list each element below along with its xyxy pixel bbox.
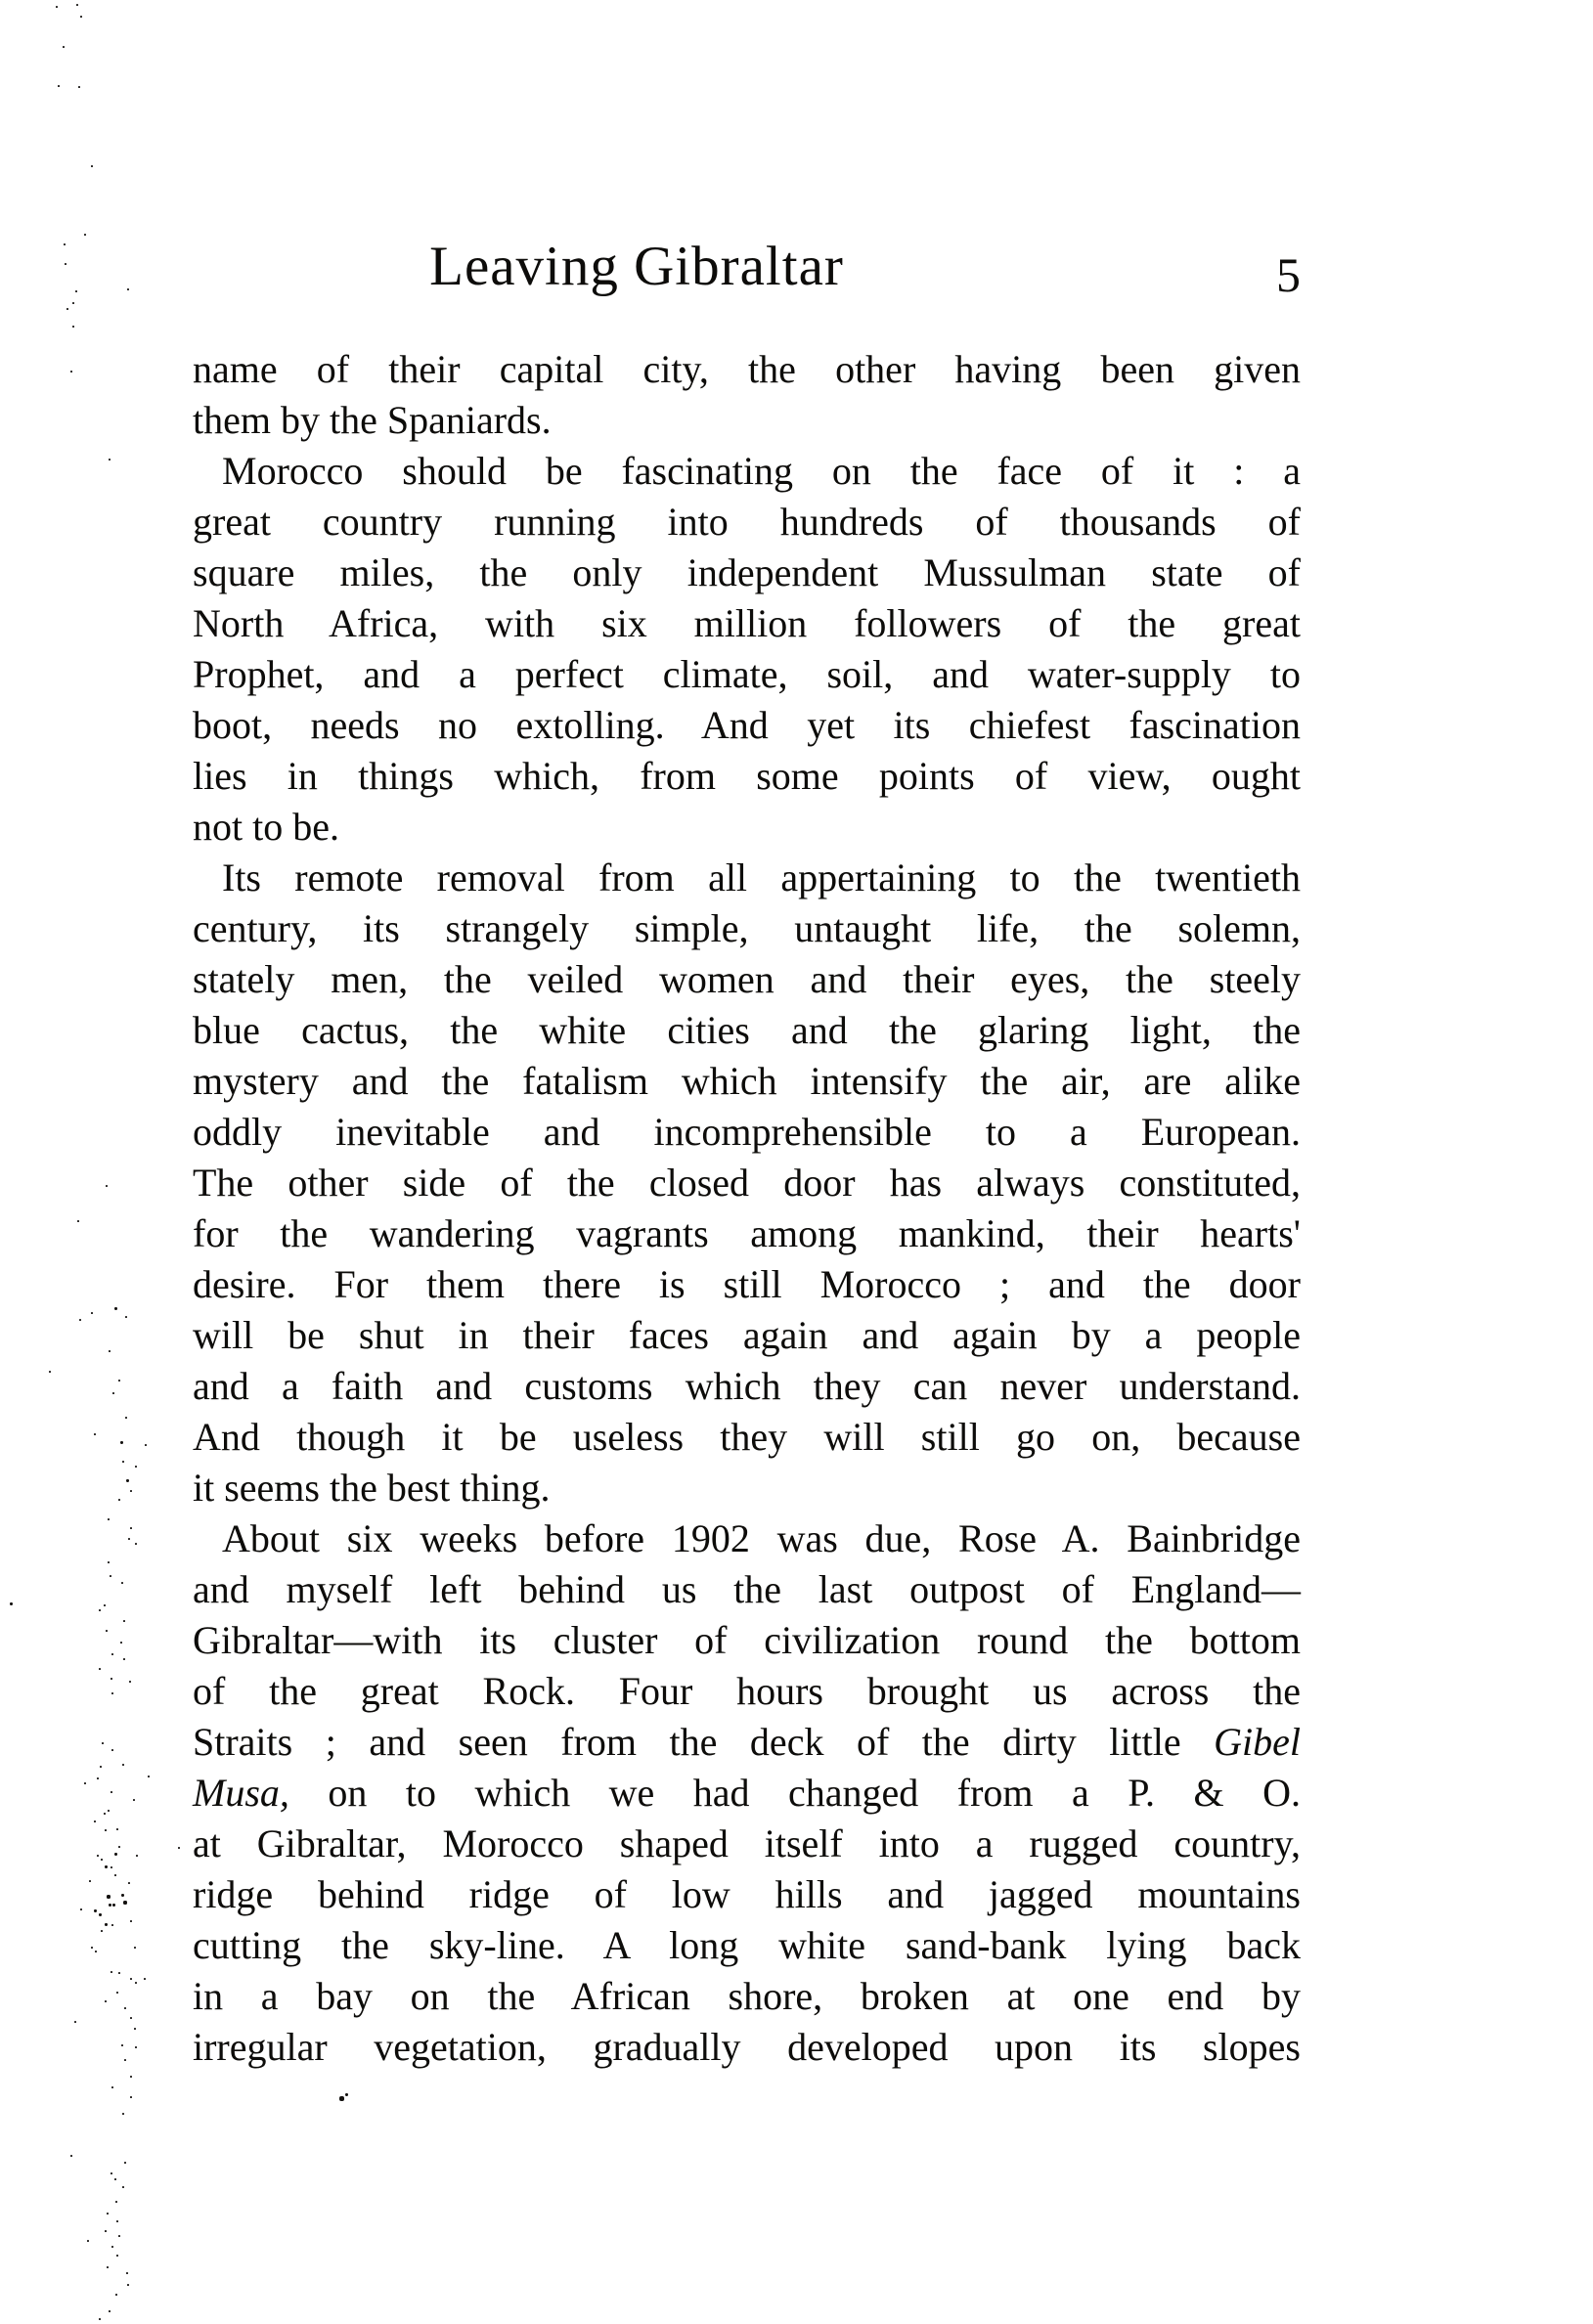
noise-speck — [123, 1620, 125, 1622]
noise-speck — [108, 1561, 110, 1563]
noise-speck — [99, 2318, 101, 2320]
text-line: oddly inevitable and incomprehensible to a European. — [193, 1110, 1301, 1154]
noise-speck — [116, 2255, 118, 2257]
page-title: Leaving Gibraltar — [429, 236, 844, 297]
noise-speck — [116, 2220, 118, 2222]
noise-speck — [120, 1441, 123, 1444]
noise-speck — [108, 1810, 110, 1812]
noise-speck — [125, 1417, 127, 1419]
page-number: 5 — [1276, 247, 1301, 302]
text-line: mystery and the fatalism which intensify the air, are alike — [193, 1059, 1301, 1103]
noise-speck — [345, 2093, 348, 2096]
noise-speck — [106, 1630, 108, 1632]
noise-speck — [135, 1982, 137, 1984]
text-line: and myself left behind us the last outpost of England— — [193, 1567, 1301, 1611]
noise-speck — [118, 1846, 120, 1848]
noise-speck — [72, 326, 74, 328]
noise-speck — [78, 86, 80, 88]
noise-speck — [130, 1527, 132, 1529]
noise-speck — [94, 1909, 97, 1912]
noise-speck — [111, 1924, 113, 1926]
noise-speck — [148, 1776, 150, 1777]
noise-speck — [112, 1392, 114, 1394]
noise-speck — [106, 1185, 108, 1187]
noise-speck — [80, 1908, 82, 1910]
text-line: Its remote removal from all appertaining to the twentieth — [222, 855, 1301, 899]
noise-speck — [111, 2246, 113, 2248]
noise-speck — [127, 288, 129, 290]
text-line: blue cactus, the white cities and the glaring light, the — [193, 1008, 1301, 1052]
text-line: Morocco should be fascinating on the face of it : a — [222, 449, 1301, 493]
text-line: them by the Spaniards. — [193, 398, 552, 442]
noise-speck — [112, 1904, 115, 1907]
noise-speck — [110, 1575, 111, 1577]
text-line: at Gibraltar, Morocco shaped itself into a rugged country, — [193, 1821, 1301, 1865]
noise-speck — [122, 2186, 124, 2188]
noise-speck — [178, 1847, 180, 1849]
noise-speck — [64, 243, 66, 245]
noise-speck — [122, 2113, 124, 2115]
text-line: And though it be useless they will still go on, because — [193, 1415, 1301, 1459]
text-line: name of their capital city, the other having been given — [193, 347, 1301, 391]
noise-speck — [114, 2178, 116, 2180]
noise-speck — [111, 1749, 113, 1751]
text-line: Gibraltar—with its cluster of civilization round the bottom — [193, 1618, 1301, 1662]
text-line: of the great Rock. Four hours brought us across the — [193, 1669, 1301, 1713]
noise-speck — [66, 308, 68, 310]
noise-speck — [105, 1829, 107, 1831]
noise-speck — [58, 85, 60, 87]
noise-speck — [105, 1923, 108, 1926]
noise-speck — [70, 2155, 72, 2157]
noise-speck — [104, 1813, 106, 1815]
noise-speck — [101, 1930, 103, 1932]
noise-speck — [114, 1874, 116, 1876]
text-block — [193, 344, 1301, 2073]
noise-speck — [135, 1466, 137, 1468]
noise-speck — [128, 1538, 130, 1540]
noise-speck — [49, 1371, 51, 1373]
noise-speck — [128, 1882, 130, 1884]
noise-speck — [111, 1971, 112, 1973]
text-line: desire. For them there is still Morocco ; and the door — [193, 1262, 1301, 1306]
noise-speck — [75, 290, 77, 292]
noise-speck — [116, 1992, 118, 1994]
noise-speck — [76, 4, 78, 6]
noise-speck — [100, 1766, 102, 1768]
noise-speck — [118, 1972, 120, 1974]
noise-speck — [118, 2235, 120, 2237]
noise-speck — [111, 1678, 112, 1680]
noise-speck — [109, 459, 111, 460]
noise-speck — [116, 1828, 118, 1830]
noise-speck — [124, 2007, 126, 2009]
text-line: and a faith and customs which they can never understand. — [193, 1364, 1301, 1408]
text-line: About six weeks before 1902 was due, Rose A. Bainbridge — [222, 1516, 1301, 1560]
noise-speck — [91, 1947, 93, 1949]
noise-speck — [134, 1947, 136, 1949]
noise-speck — [84, 1782, 86, 1784]
noise-speck — [111, 1866, 112, 1868]
noise-speck — [105, 2000, 107, 2002]
noise-speck — [125, 1316, 127, 1318]
text-line: North Africa, with six million followers of the great — [193, 601, 1301, 645]
noise-speck — [99, 1609, 101, 1611]
noise-speck — [115, 2201, 117, 2203]
noise-speck — [111, 1791, 112, 1793]
noise-speck — [122, 1461, 124, 1463]
noise-speck — [129, 1681, 131, 1683]
noise-speck — [107, 2213, 109, 2214]
noise-speck — [130, 2076, 132, 2078]
noise-speck — [111, 2172, 112, 2174]
italic-ship-name: Gibel — [1214, 1720, 1301, 1764]
noise-speck — [109, 1350, 111, 1352]
noise-speck — [56, 6, 58, 8]
text-line: will be shut in their faces again and again by a people — [193, 1313, 1301, 1357]
noise-speck — [126, 1479, 129, 1482]
noise-speck — [118, 1499, 120, 1501]
text-line: stately men, the veiled women and their eyes, the steely — [193, 957, 1301, 1001]
noise-speck — [102, 1742, 104, 1744]
text-line: cutting the sky-line. A long white sand-bank lying back — [193, 1923, 1301, 1967]
noise-speck — [122, 1764, 124, 1766]
noise-speck — [107, 2266, 109, 2268]
noise-speck — [136, 1855, 138, 1857]
noise-speck — [99, 1913, 102, 1916]
running-head — [193, 236, 1301, 309]
text-line: it seems the best thing. — [193, 1466, 551, 1510]
text-line: lies in things which, from some points of view, ought — [193, 754, 1301, 798]
noise-speck — [114, 1853, 117, 1856]
noise-speck — [108, 1518, 110, 1520]
noise-speck — [91, 1312, 93, 1314]
noise-speck — [135, 2046, 137, 2048]
noise-speck — [123, 1901, 127, 1905]
noise-speck — [114, 1307, 117, 1310]
noise-speck — [130, 1490, 132, 1492]
noise-speck — [127, 2284, 129, 2286]
noise-speck — [133, 1799, 135, 1801]
noise-speck — [94, 1433, 96, 1435]
noise-speck — [145, 1444, 147, 1446]
noise-speck — [111, 1653, 113, 1655]
text-line: irregular vegetation, gradually developed upon its slopes — [193, 2025, 1301, 2069]
text-segment: Straits ; and seen from the deck of the dirty little — [193, 1720, 1215, 1764]
noise-speck — [121, 1582, 123, 1584]
text-line: boot, needs no extolling. And yet its chiefest fascination — [193, 703, 1301, 747]
noise-speck — [118, 1380, 120, 1381]
noise-speck — [91, 165, 93, 167]
noise-speck — [339, 2096, 344, 2101]
noise-speck — [121, 1894, 124, 1897]
noise-speck — [134, 2028, 136, 2030]
noise-speck — [111, 1692, 113, 1694]
noise-speck — [130, 1978, 132, 1980]
noise-speck — [144, 1978, 146, 1980]
noise-speck — [70, 371, 72, 373]
noise-speck — [123, 1658, 125, 1660]
noise-speck — [84, 234, 86, 236]
noise-speck — [120, 1642, 122, 1644]
text-segment: on to which we had changed from a P. & O. — [288, 1771, 1301, 1815]
noise-speck — [72, 302, 74, 304]
noise-speck — [124, 2162, 126, 2164]
noise-speck — [74, 2021, 76, 2023]
noise-speck — [99, 1668, 101, 1670]
noise-speck — [124, 2059, 126, 2061]
noise-speck — [79, 1319, 81, 1321]
noise-speck — [80, 16, 82, 18]
noise-speck — [130, 2096, 132, 2098]
noise-speck — [97, 1855, 99, 1857]
noise-speck — [130, 2017, 132, 2019]
noise-speck — [105, 1865, 108, 1868]
noise-speck — [107, 1895, 111, 1899]
italic-ship-name: Musa, — [193, 1771, 289, 1815]
noise-speck — [10, 1602, 13, 1605]
noise-speck — [135, 1543, 137, 1545]
text-line: great country running into hundreds of thousands of — [193, 500, 1301, 544]
noise-speck — [104, 1604, 106, 1606]
text-line: square miles, the only independent Mussulman state of — [193, 550, 1301, 594]
noise-speck — [77, 1220, 79, 1222]
noise-speck — [63, 46, 65, 48]
noise-speck — [94, 1820, 96, 1822]
noise-speck — [115, 2294, 117, 2296]
noise-speck — [101, 1859, 103, 1861]
text-line — [193, 1768, 1301, 1819]
noise-speck — [95, 1951, 97, 1952]
text-line — [193, 1717, 1301, 1768]
noise-speck — [126, 2272, 128, 2274]
noise-speck — [105, 2230, 107, 2232]
noise-speck — [130, 1920, 132, 1922]
noise-speck — [121, 2044, 123, 2046]
noise-speck — [109, 2310, 111, 2312]
text-line: for the wandering vagrants among mankind, their hearts' — [193, 1211, 1301, 1255]
noise-speck — [87, 2240, 89, 2242]
text-line: ridge behind ridge of low hills and jagged mountains — [193, 1872, 1301, 1916]
noise-speck — [111, 2086, 113, 2088]
noise-speck — [89, 1880, 91, 1882]
text-line: not to be. — [193, 805, 339, 849]
text-line: in a bay on the African shore, broken at one end by — [193, 1974, 1301, 2018]
noise-speck — [65, 263, 66, 265]
text-line: The other side of the closed door has always constituted, — [193, 1161, 1301, 1205]
text-line: Prophet, and a perfect climate, soil, and water-supply to — [193, 652, 1301, 696]
text-line: century, its strangely simple, untaught life, the solemn, — [193, 906, 1301, 950]
noise-speck — [109, 1904, 111, 1907]
noise-speck — [97, 1777, 99, 1779]
